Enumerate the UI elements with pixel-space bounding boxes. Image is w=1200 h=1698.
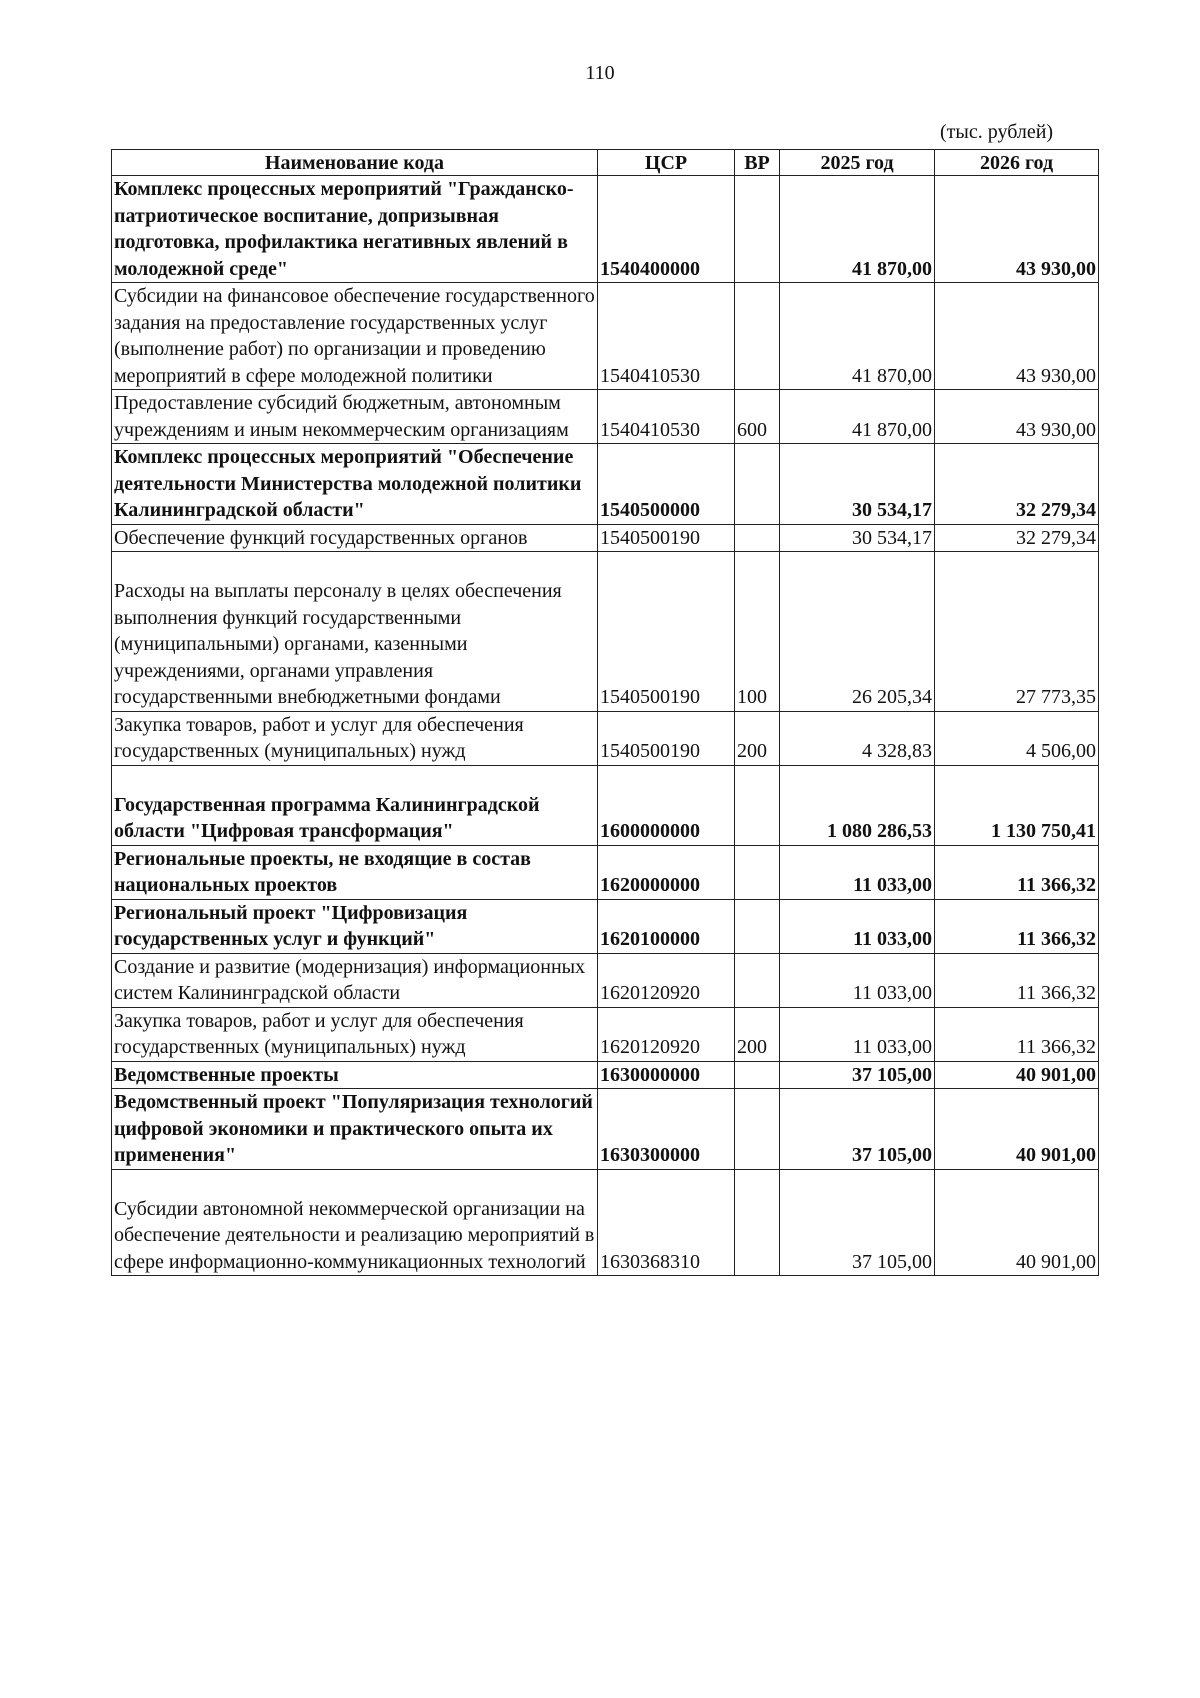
row-csr-cell: 1540500190 <box>598 552 735 712</box>
table-row <box>112 1007 1099 1061</box>
header-2026: 2026 год <box>935 150 1099 176</box>
row-vr-cell <box>735 1169 780 1276</box>
row-csr-cell: 1600000000 <box>598 765 735 845</box>
row-vr-cell <box>735 1061 780 1089</box>
row-name-cell: Закупка товаров, работ и услуг для обеспечения государственных (муниципальных) нужд <box>112 711 598 765</box>
row-csr-cell: 1540410530 <box>598 283 735 390</box>
table-row <box>112 1169 1099 1276</box>
row-2026-cell: 11 366,32 <box>935 845 1099 899</box>
table-row <box>112 176 1099 283</box>
row-2025-cell: 4 328,83 <box>780 711 935 765</box>
row-2025-cell: 37 105,00 <box>780 1061 935 1089</box>
row-vr-cell: 100 <box>735 552 780 712</box>
row-2026-cell: 1 130 750,41 <box>935 765 1099 845</box>
table-row <box>112 899 1099 953</box>
table-row <box>112 552 1099 712</box>
table-row <box>112 711 1099 765</box>
row-vr-cell <box>735 765 780 845</box>
row-2026-cell: 11 366,32 <box>935 953 1099 1007</box>
row-2025-cell: 26 205,34 <box>780 552 935 712</box>
row-name-cell: Расходы на выплаты персоналу в целях обеспечения выполнения функций государственными (муниципальными) органами, казенными учреждениями, органами управления государственными внебюджетными фондами <box>112 552 598 712</box>
table-body <box>112 176 1099 1276</box>
row-name-cell: Комплекс процессных мероприятий "Обеспечение деятельности Министерства молодежной политики Калининградской области" <box>112 444 598 525</box>
row-vr-cell <box>735 953 780 1007</box>
header-csr: ЦСР <box>598 150 735 176</box>
row-name-cell: Предоставление субсидий бюджетным, автономным учреждениям и иным некоммерческим организациям <box>112 390 598 444</box>
row-2026-cell: 32 279,34 <box>935 444 1099 525</box>
row-2025-cell: 41 870,00 <box>780 390 935 444</box>
row-2025-cell: 11 033,00 <box>780 899 935 953</box>
row-2025-cell: 41 870,00 <box>780 283 935 390</box>
row-csr-cell: 1540500000 <box>598 444 735 525</box>
header-name: Наименование кода <box>112 150 598 176</box>
row-name-cell: Ведомственные проекты <box>112 1061 598 1089</box>
row-2025-cell: 30 534,17 <box>780 524 935 552</box>
row-2025-cell: 11 033,00 <box>780 953 935 1007</box>
table-header-row <box>112 150 1099 176</box>
units-label: (тыс. рублей) <box>940 121 1054 143</box>
row-vr-cell: 200 <box>735 711 780 765</box>
row-name-cell: Комплекс процессных мероприятий "Гражданско-патриотическое воспитание, допризывная подготовка, профилактика негативных явлений в молодежной среде" <box>112 176 598 283</box>
row-2026-cell: 4 506,00 <box>935 711 1099 765</box>
row-vr-cell <box>735 899 780 953</box>
row-2025-cell: 30 534,17 <box>780 444 935 525</box>
page-number: 110 <box>585 62 615 84</box>
row-2025-cell: 11 033,00 <box>780 1007 935 1061</box>
row-name-cell: Государственная программа Калининградской области "Цифровая трансформация" <box>112 765 598 845</box>
row-vr-cell <box>735 845 780 899</box>
row-name-cell: Создание и развитие (модернизация) информационных систем Калининградской области <box>112 953 598 1007</box>
row-csr-cell: 1620100000 <box>598 899 735 953</box>
row-2026-cell: 40 901,00 <box>935 1169 1099 1276</box>
row-2025-cell: 11 033,00 <box>780 845 935 899</box>
row-vr-cell <box>735 283 780 390</box>
row-vr-cell: 600 <box>735 390 780 444</box>
row-vr-cell <box>735 1089 780 1170</box>
row-name-cell: Субсидии на финансовое обеспечение государственного задания на предоставление государственных услуг (выполнение работ) по организации и проведению мероприятий в сфере молодежной политики <box>112 283 598 390</box>
row-2026-cell: 43 930,00 <box>935 176 1099 283</box>
row-name-cell: Субсидии автономной некоммерческой организации на обеспечение деятельности и реализацию мероприятий в сфере информационно-коммуникационных технологий <box>112 1169 598 1276</box>
row-name-cell: Региональные проекты, не входящие в состав национальных проектов <box>112 845 598 899</box>
row-csr-cell: 1630000000 <box>598 1061 735 1089</box>
row-2025-cell: 1 080 286,53 <box>780 765 935 845</box>
table-row <box>112 524 1099 552</box>
row-csr-cell: 1540400000 <box>598 176 735 283</box>
row-vr-cell: 200 <box>735 1007 780 1061</box>
row-name-cell: Обеспечение функций государственных органов <box>112 524 598 552</box>
row-2025-cell: 37 105,00 <box>780 1169 935 1276</box>
row-csr-cell: 1620120920 <box>598 1007 735 1061</box>
row-csr-cell: 1620000000 <box>598 845 735 899</box>
row-2026-cell: 32 279,34 <box>935 524 1099 552</box>
row-2026-cell: 40 901,00 <box>935 1061 1099 1089</box>
row-vr-cell <box>735 444 780 525</box>
row-csr-cell: 1540410530 <box>598 390 735 444</box>
row-csr-cell: 1630368310 <box>598 1169 735 1276</box>
table-row <box>112 953 1099 1007</box>
table-row <box>112 845 1099 899</box>
row-2026-cell: 43 930,00 <box>935 283 1099 390</box>
row-vr-cell <box>735 524 780 552</box>
table-row <box>112 765 1099 845</box>
row-name-cell: Ведомственный проект "Популяризация технологий цифровой экономики и практического опыта их применения" <box>112 1089 598 1170</box>
row-name-cell: Закупка товаров, работ и услуг для обеспечения государственных (муниципальных) нужд <box>112 1007 598 1061</box>
row-csr-cell: 1620120920 <box>598 953 735 1007</box>
row-csr-cell: 1540500190 <box>598 524 735 552</box>
table-row <box>112 1061 1099 1089</box>
row-2026-cell: 11 366,32 <box>935 899 1099 953</box>
budget-table <box>111 149 1099 1276</box>
row-name-cell: Региональный проект "Цифровизация государственных услуг и функций" <box>112 899 598 953</box>
table-row <box>112 444 1099 525</box>
header-vr: ВР <box>735 150 780 176</box>
header-2025: 2025 год <box>780 150 935 176</box>
row-2025-cell: 41 870,00 <box>780 176 935 283</box>
row-2025-cell: 37 105,00 <box>780 1089 935 1170</box>
row-2026-cell: 40 901,00 <box>935 1089 1099 1170</box>
row-2026-cell: 43 930,00 <box>935 390 1099 444</box>
table-row <box>112 283 1099 390</box>
row-csr-cell: 1630300000 <box>598 1089 735 1170</box>
row-2026-cell: 27 773,35 <box>935 552 1099 712</box>
table-row <box>112 1089 1099 1170</box>
row-csr-cell: 1540500190 <box>598 711 735 765</box>
table-row <box>112 390 1099 444</box>
row-2026-cell: 11 366,32 <box>935 1007 1099 1061</box>
row-vr-cell <box>735 176 780 283</box>
